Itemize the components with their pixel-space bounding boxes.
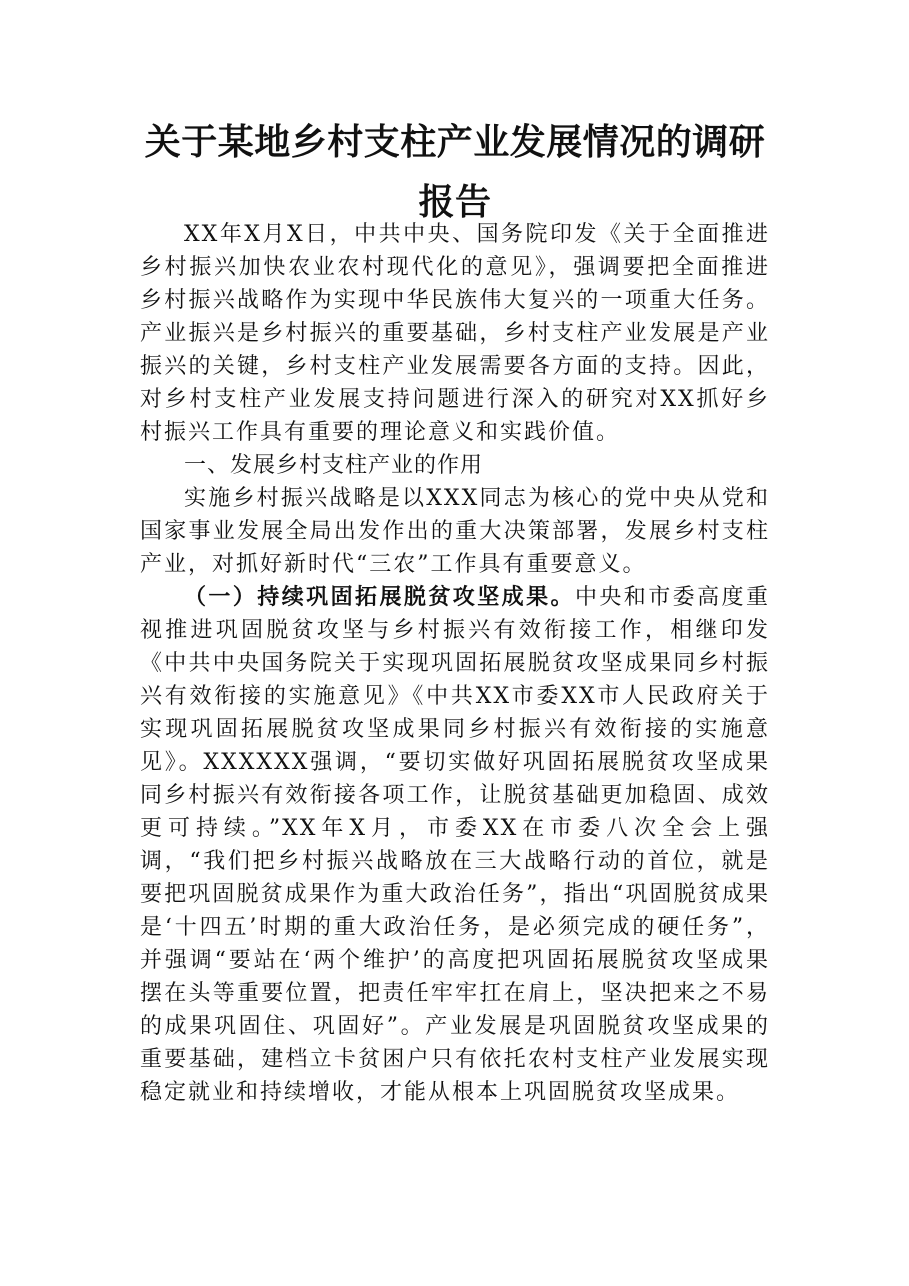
document-title: 关于某地乡村支柱产业发展情况的调研报告 bbox=[144, 121, 766, 223]
item-1-lead: （一）持续巩固拓展脱贫攻坚成果。 bbox=[184, 584, 575, 610]
item-1-text: 中央和市委高度重视推进巩固脱贫攻坚与乡村振兴有效衔接工作，相继印发《中共中央国务院关于实现巩固拓展脱贫攻坚成果同乡村振兴有效衔接的实施意见》《中共XX市委XX市人民政府关于实现巩固拓展脱贫攻坚成果同乡村振兴有效衔接的实施意见》。XXXXXX强调，“要切实做好巩固拓展脱贫攻坚成果同乡村振兴有效衔接各项工作，让脱贫基础更加稳固、成效更可持续。”XX年X月，市委XX在市委八次全会上强调，“我们把乡村振兴战略放在三大战略行动的首位，就是要把巩固脱贫成果作为重大政治任务”，指出“巩固脱贫成果是‘十四五’时期的重大政治任务，是必须完成的硬任务”，并强调“要站在‘两个维护’的高度把巩固拓展脱贫攻坚成果摆在头等重要位置，把责任牢牢扛在肩上，坚决把来之不易的成果巩固住、巩固好”。产业发展是巩固脱贫攻坚成果的重要基础，建档立卡贫困户只有依托农村支柱产业发展实现稳定就业和持续增收，才能从根本上巩固脱贫攻坚成果。 bbox=[140, 585, 770, 1105]
section-heading-1: 一、发展乡村支柱产业的作用 bbox=[184, 453, 484, 478]
intro-paragraph: XX年X月X日，中共中央、国务院印发《关于全面推进乡村振兴加快农业农村现代化的意见》，强调要把全面推进乡村振兴战略作为实现中华民族伟大复兴的一项重大任务。产业振兴是乡村振兴的重要基础，乡村支柱产业发展是产业振兴的关键，乡村支柱产业发展需要各方面的支持。因此，对乡村支柱产业发展支持问题进行深入的研究对XX抓好乡村振兴工作具有重要的理论意义和实践价值。 bbox=[140, 222, 770, 445]
section-1-intro-paragraph: 实施乡村振兴战略是以XXX同志为核心的党中央从党和国家事业发展全局出发作出的重大决策部署，发展乡村支柱产业，对抓好新时代“三农”工作具有重要意义。 bbox=[140, 486, 770, 577]
document-body bbox=[140, 218, 770, 1109]
section-1-item-1-paragraph bbox=[140, 581, 770, 1109]
